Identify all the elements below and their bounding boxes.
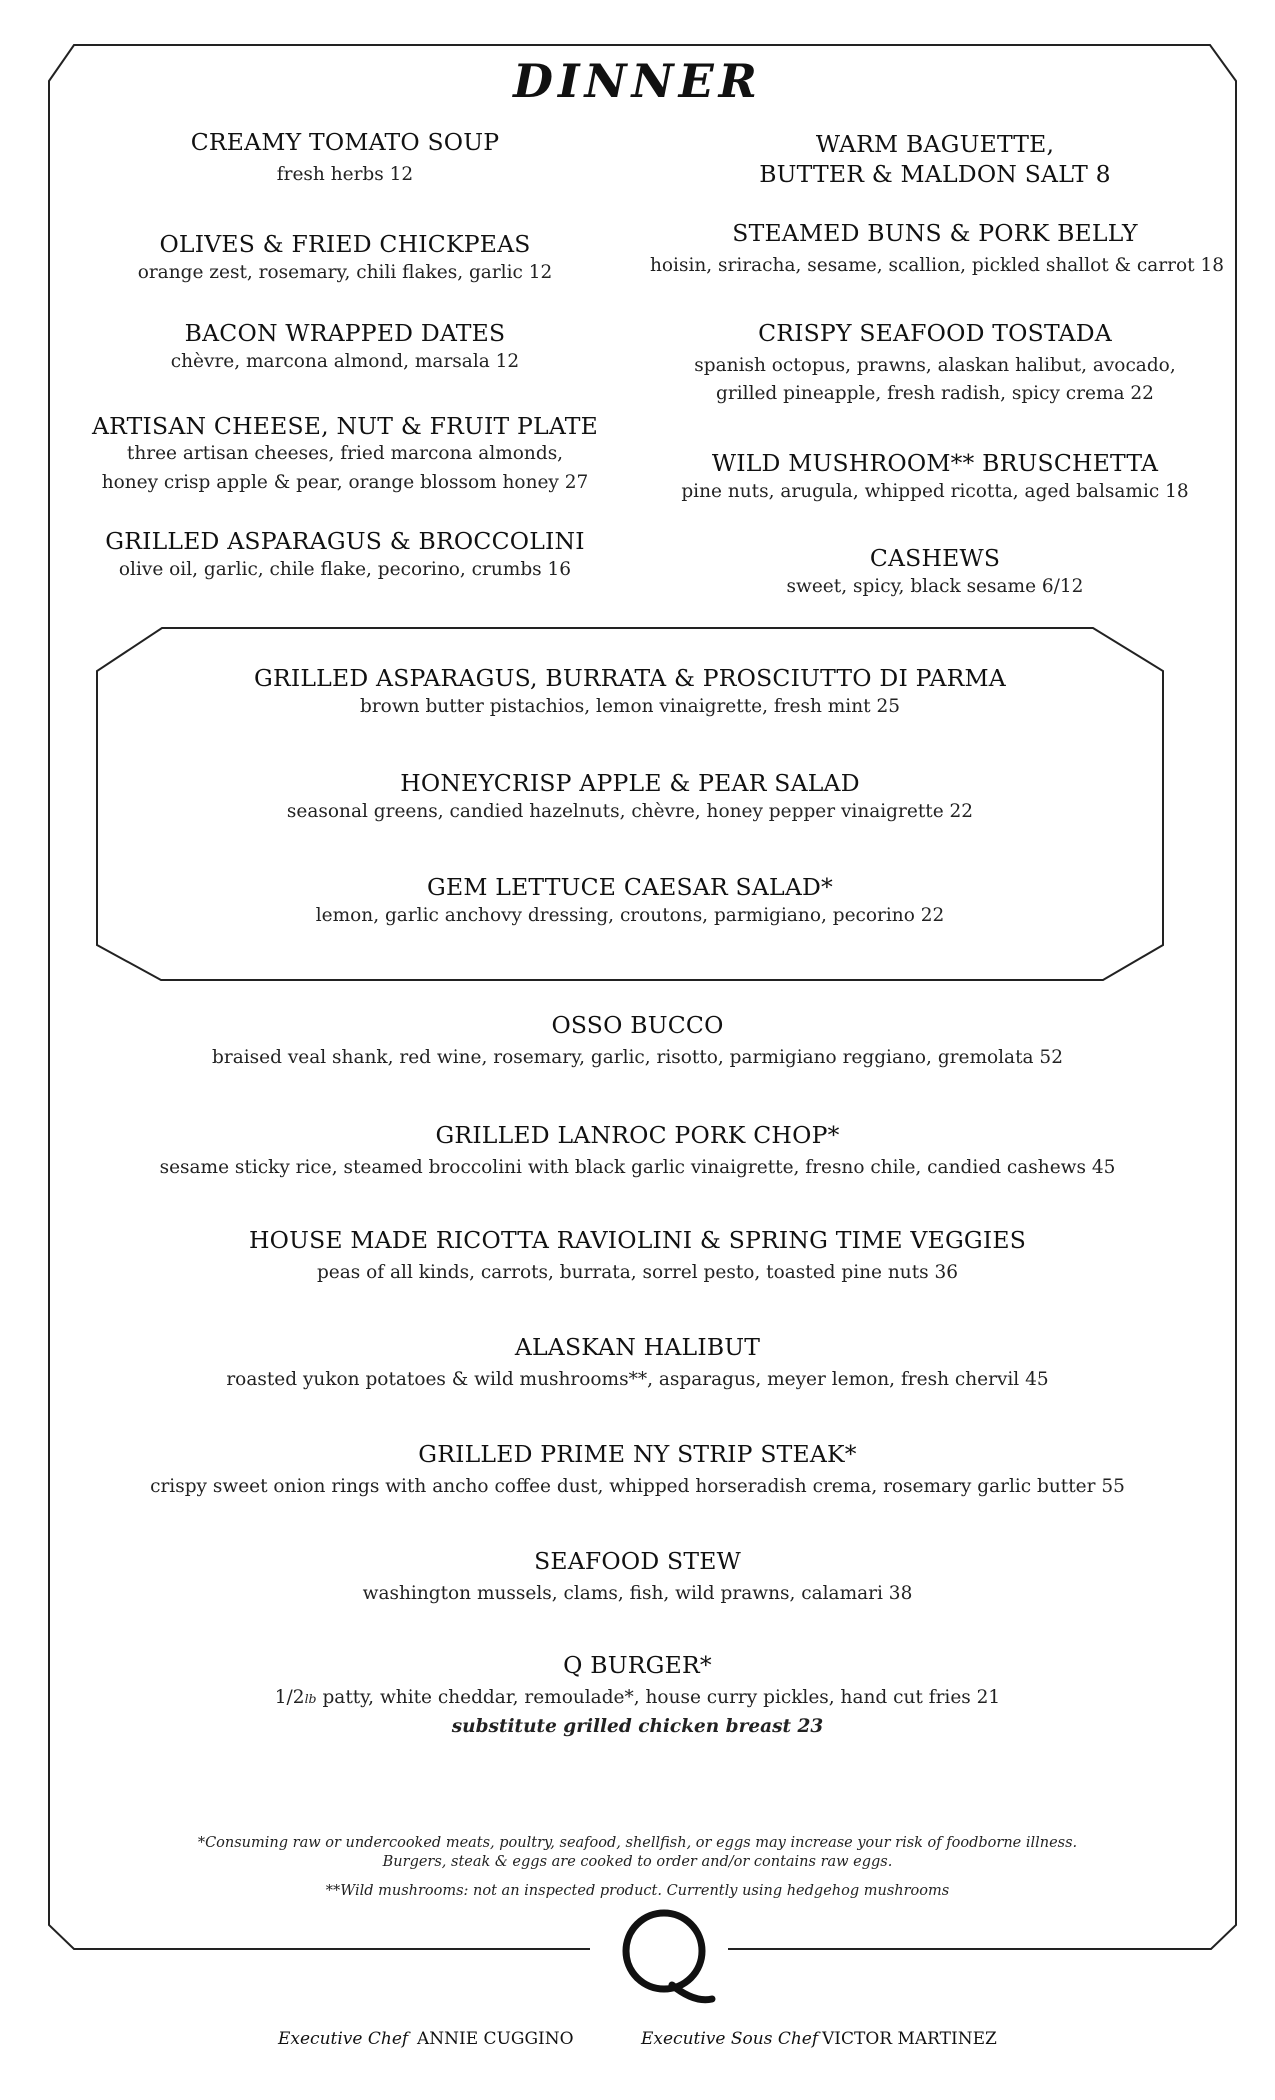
item-name: GRILLED LANROC PORK CHOP* bbox=[435, 1121, 840, 1149]
burger-weight: 1/2 bbox=[274, 1687, 305, 1708]
item-name: STEAMED BUNS & PORK BELLY bbox=[732, 219, 1138, 247]
item-desc: peas of all kinds, carrots, burrata, sorrel pesto, toasted pine nuts 36 bbox=[316, 1262, 959, 1283]
menu-item-tomato-soup bbox=[60, 127, 630, 189]
menu-item-burrata-prosciutto bbox=[97, 663, 1163, 721]
item-desc: sesame sticky rice, steamed broccolini with black garlic vinaigrette, fresno chile, candied cashews 45 bbox=[159, 1157, 1116, 1178]
substitute-note: substitute grilled chicken breast 23 bbox=[451, 1716, 824, 1737]
item-desc: spanish octopus, prawns, alaskan halibut, avocado, bbox=[694, 355, 1176, 376]
item-name-line-2: BUTTER & MALDON SALT 8 bbox=[759, 160, 1111, 188]
item-desc: olive oil, garlic, chile flake, pecorino, crumbs 16 bbox=[118, 559, 572, 580]
item-name: HOUSE MADE RICOTTA RAVIOLINI & SPRING TIME VEGGIES bbox=[248, 1226, 1027, 1254]
item-name: WILD MUSHROOM** BRUSCHETTA bbox=[711, 449, 1159, 477]
menu-item-seafood-tostada bbox=[650, 318, 1220, 408]
item-name: ARTISAN CHEESE, NUT & FRUIT PLATE bbox=[92, 412, 598, 440]
menu-title: DINNER bbox=[513, 54, 762, 108]
item-desc: lemon, garlic anchovy dressing, croutons, parmigiano, pecorino 22 bbox=[315, 905, 945, 926]
item-desc: crispy sweet onion rings with ancho coffee dust, whipped horseradish crema, rosemary garlic butter 55 bbox=[150, 1476, 1125, 1497]
executive-chef-name: ANNIE CUGGINO bbox=[417, 2029, 574, 2049]
item-desc: three artisan cheeses, fried marcona almonds, bbox=[126, 443, 564, 464]
item-desc: pine nuts, arugula, whipped ricotta, aged balsamic 18 bbox=[681, 481, 1189, 502]
item-name: WARM BAGUETTE, bbox=[815, 130, 1055, 158]
item-desc: fresh herbs 12 bbox=[276, 164, 414, 185]
menu-item-raviolini bbox=[60, 1225, 1215, 1287]
menu-item-q-burger bbox=[60, 1650, 1215, 1741]
item-name: OLIVES & FRIED CHICKPEAS bbox=[159, 230, 531, 258]
menu-item-olives bbox=[60, 229, 630, 287]
item-desc-line-2: honey crisp apple & pear, orange blossom honey 27 bbox=[101, 472, 589, 493]
item-name: GRILLED ASPARAGUS & BROCCOLINI bbox=[105, 527, 585, 555]
item-desc bbox=[60, 1684, 1215, 1713]
item-desc: roasted yukon potatoes & wild mushrooms**, asparagus, meyer lemon, fresh chervil 45 bbox=[226, 1369, 1049, 1390]
menu-item-pork-chop bbox=[60, 1120, 1215, 1182]
menu-item-cashews bbox=[650, 543, 1220, 601]
item-desc: braised veal shank, red wine, rosemary, garlic, risotto, parmigiano reggiano, gremolata 52 bbox=[212, 1047, 1063, 1068]
item-desc: chèvre, marcona almond, marsala 12 bbox=[170, 351, 520, 372]
menu-item-apple-pear-salad bbox=[97, 768, 1163, 826]
item-desc: washington mussels, clams, fish, wild prawns, calamari 38 bbox=[362, 1583, 913, 1604]
item-desc-line-2: grilled pineapple, fresh radish, spicy crema 22 bbox=[716, 383, 1154, 404]
menu-item-halibut bbox=[60, 1332, 1215, 1394]
sous-chef-name: VICTOR MARTINEZ bbox=[822, 2029, 997, 2049]
allergy-notes bbox=[0, 1834, 1275, 1901]
item-name: GRILLED PRIME NY STRIP STEAK* bbox=[418, 1440, 857, 1468]
menu-item-osso-bucco bbox=[60, 1010, 1215, 1072]
burger-weight-unit: lb bbox=[304, 1691, 317, 1706]
item-desc: sweet, spicy, black sesame 6/12 bbox=[786, 576, 1084, 597]
item-name: CASHEWS bbox=[869, 544, 1001, 572]
note-wild-mushrooms: **Wild mushrooms: not an inspected product. Currently using hedgehog mushrooms bbox=[325, 1883, 950, 1899]
menu-item-caesar-salad bbox=[97, 872, 1163, 930]
menu-item-bacon-dates bbox=[60, 318, 630, 376]
item-name: GRILLED ASPARAGUS, BURRATA & PROSCIUTTO DI PARMA bbox=[254, 664, 1006, 692]
item-name: CREAMY TOMATO SOUP bbox=[190, 128, 500, 156]
item-name: HONEYCRISP APPLE & PEAR SALAD bbox=[400, 769, 860, 797]
item-name: Q BURGER* bbox=[563, 1651, 712, 1679]
burger-desc-rest: patty, white cheddar, remoulade*, house curry pickles, hand cut fries 21 bbox=[316, 1687, 1001, 1708]
item-name: SEAFOOD STEW bbox=[534, 1547, 741, 1575]
menu-item-strip-steak bbox=[60, 1439, 1215, 1501]
menu-item-cheese-plate bbox=[60, 411, 630, 495]
item-desc: orange zest, rosemary, chili flakes, garlic 12 bbox=[137, 262, 553, 283]
restaurant-logo-q bbox=[612, 1907, 722, 2007]
item-desc: brown butter pistachios, lemon vinaigrette, fresh mint 25 bbox=[360, 696, 900, 717]
item-name: OSSO BUCCO bbox=[551, 1011, 724, 1039]
executive-chef-role: Executive Chef bbox=[278, 2029, 409, 2049]
item-desc: seasonal greens, candied hazelnuts, chèvre, honey pepper vinaigrette 22 bbox=[286, 801, 974, 822]
menu-item-baguette bbox=[650, 129, 1220, 189]
item-name: ALASKAN HALIBUT bbox=[514, 1333, 761, 1361]
item-desc: hoisin, sriracha, sesame, scallion, pickled shallot & carrot 18 bbox=[650, 255, 1224, 276]
menu-item-asparagus-broccolini bbox=[60, 526, 630, 584]
item-name: BACON WRAPPED DATES bbox=[184, 319, 506, 347]
menu-item-seafood-stew bbox=[60, 1546, 1215, 1608]
note-consuming-raw: *Consuming raw or undercooked meats, poultry, seafood, shellfish, or eggs may increase your risk of foodborne illness. bbox=[197, 1835, 1078, 1851]
menu-item-steamed-buns bbox=[650, 218, 1224, 280]
sous-chef-role: Executive Sous Chef bbox=[641, 2029, 819, 2049]
item-name: CRISPY SEAFOOD TOSTADA bbox=[758, 319, 1112, 347]
note-cooked-to-order: Burgers, steak & eggs are cooked to order and/or contains raw eggs. bbox=[382, 1854, 893, 1870]
item-name: GEM LETTUCE CAESAR SALAD* bbox=[427, 873, 833, 901]
menu-item-bruschetta bbox=[650, 448, 1220, 506]
